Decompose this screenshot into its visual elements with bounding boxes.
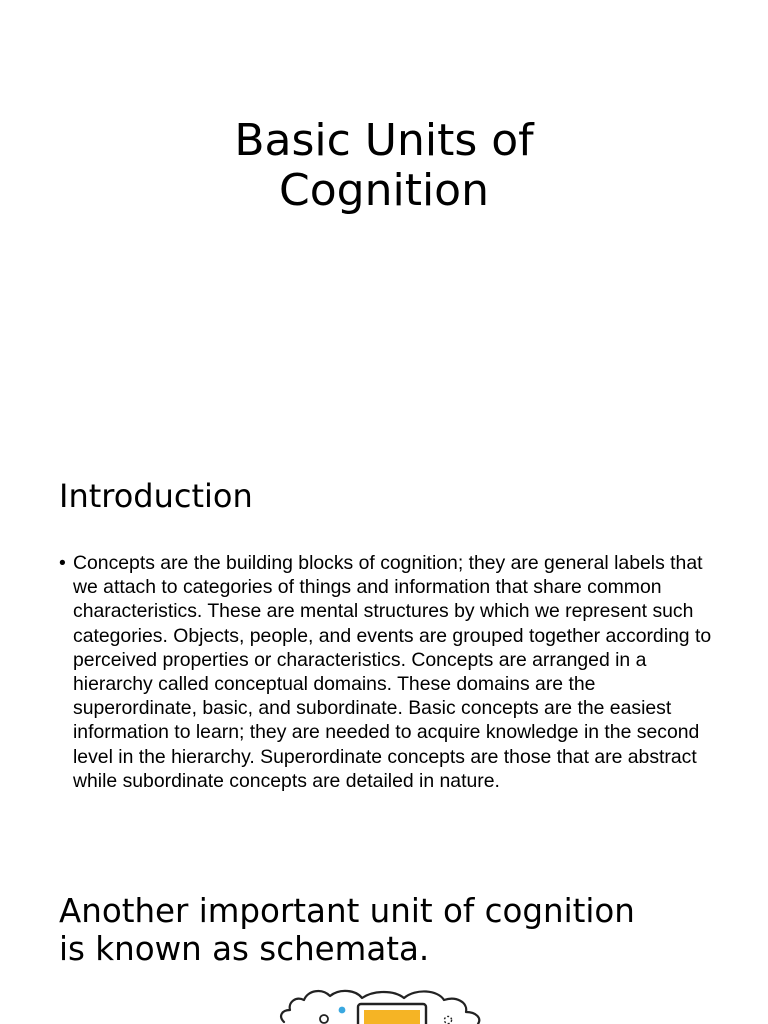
blue-dot [339, 1007, 346, 1014]
small-ring-left [320, 1015, 328, 1023]
introduction-heading: Introduction [59, 477, 253, 515]
small-ring-right [444, 1016, 451, 1023]
slide-title [0, 116, 768, 216]
schemata-heading-line-2: is known as schemata. [59, 930, 430, 968]
screen-fill [364, 1010, 420, 1024]
brain-lightbulb-illustration-icon [270, 982, 510, 1024]
bullet-dot-icon: • [59, 552, 66, 574]
bullet-item [59, 551, 719, 793]
bullet-text: Concepts are the building blocks of cognition; they are general labels that we attach to categories of things and information that share common characteristics. These are mental structures by which we represent such categories. Objects, people, and events are grouped together according to perceived properties or characteristics. Concepts are arranged in a hierarchy called conceptual domains. These domains are the superordinate, basic, and subordinate. Basic concepts are the easiest information to learn; they are needed to acquire knowledge in the second level in the hierarchy. Superordinate concepts are those that are abstract while subordinate concepts are detailed in nature. [73, 552, 712, 792]
slide-title-line-1: Basic Units of [234, 115, 534, 166]
slide-title-line-2: Cognition [279, 165, 489, 216]
schemata-heading [59, 892, 739, 968]
schemata-heading-line-1: Another important unit of cognition [59, 892, 635, 930]
introduction-bullet-list [59, 551, 719, 793]
